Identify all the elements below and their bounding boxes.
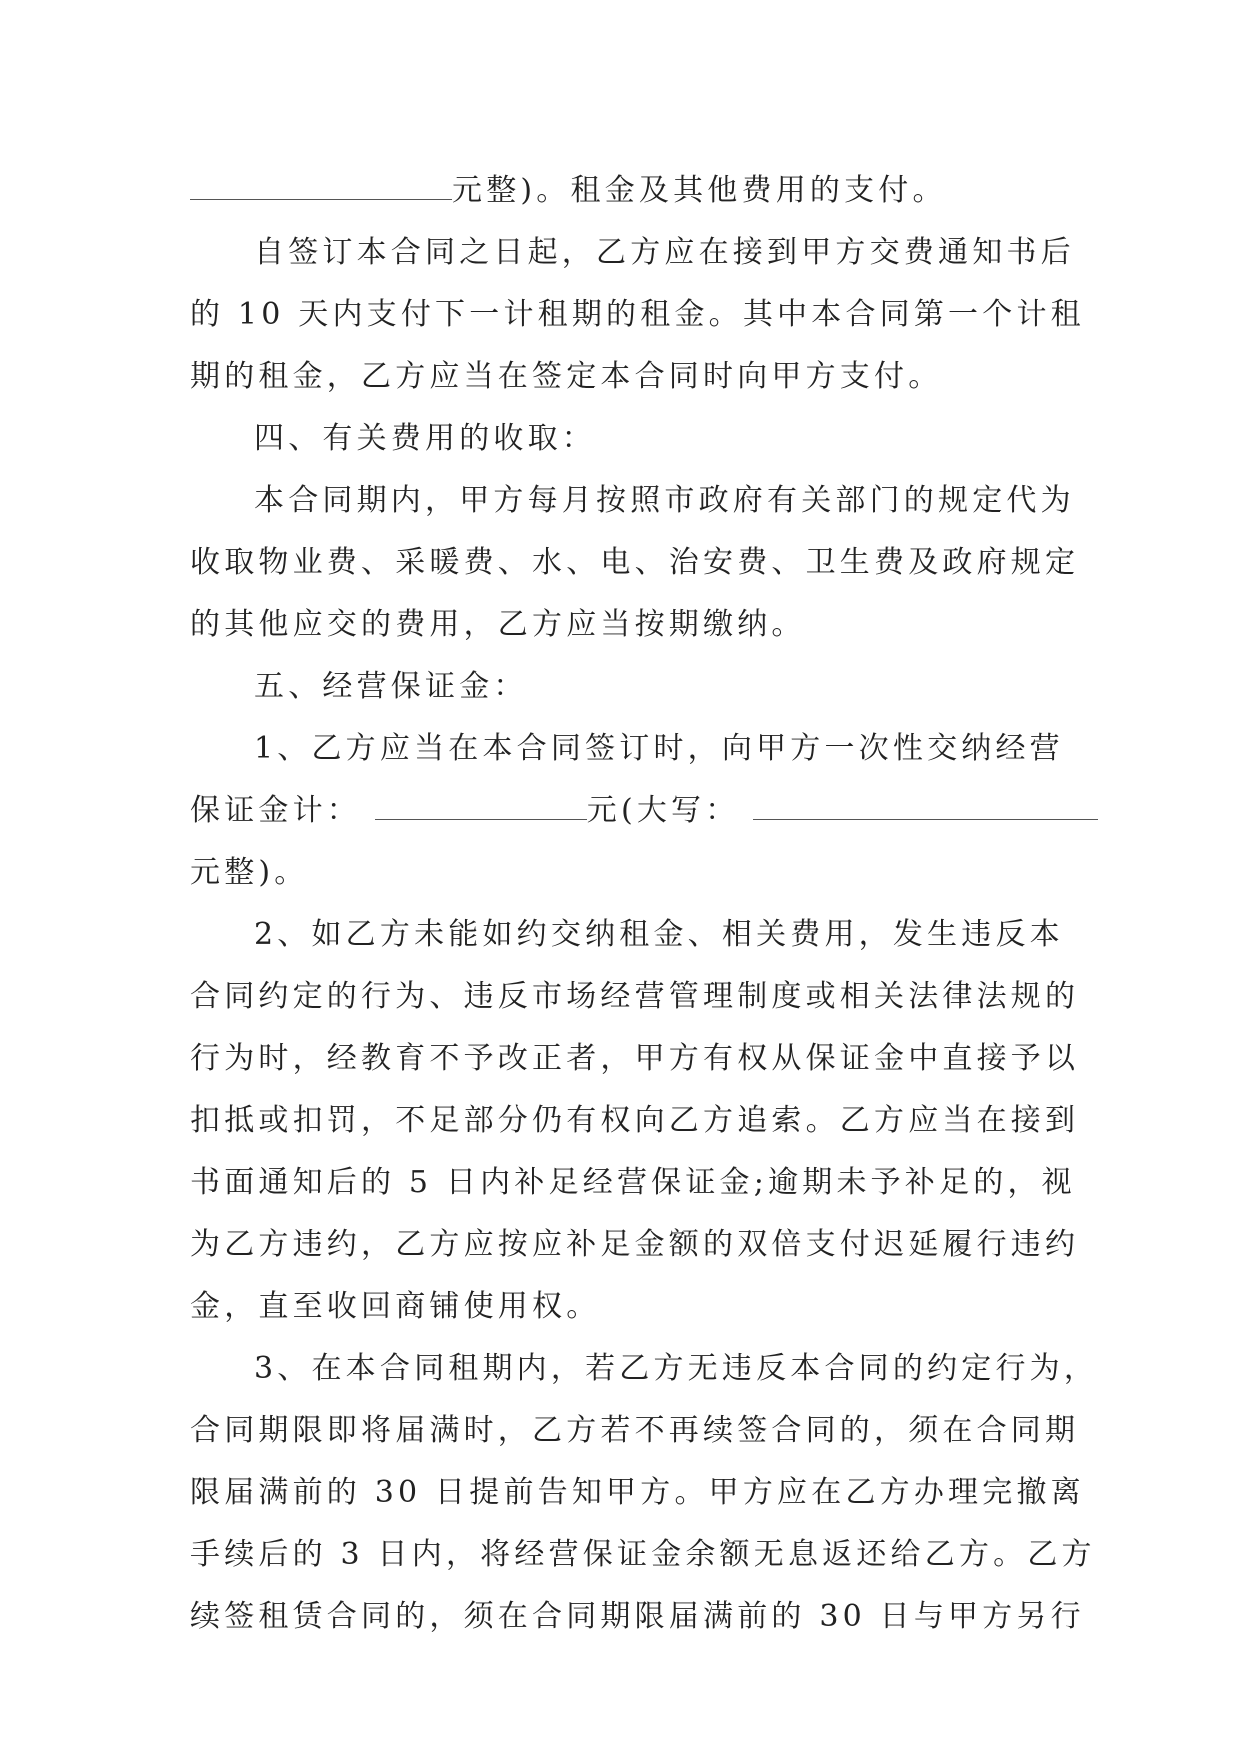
paragraph-start (190, 470, 1075, 532)
line-text: 为乙方违约，乙方应按应补足金额的双倍支付迟延履行违约 (190, 1227, 1080, 1262)
line-text: 元(大写： (586, 793, 740, 828)
text-line (190, 1152, 1076, 1214)
text-line (190, 966, 1080, 1028)
line-text: 扣抵或扣罚，不足部分仍有权向乙方追索。乙方应当在接到 (190, 1103, 1080, 1138)
line-text: 自签订本合同之日起，乙方应在接到甲方交费通知书后 (254, 235, 1075, 270)
line-text: 的其他应交的费用，乙方应当按期缴纳。 (190, 607, 806, 642)
paragraph-start (190, 222, 1075, 284)
line-text: 元整)。租金及其他费用的支付。 (452, 173, 947, 208)
section-heading (190, 656, 1060, 718)
paragraph-start (190, 904, 1064, 966)
line-text: 的 10 天内支付下一计租期的租金。其中本合同第一个计租 (190, 297, 1085, 332)
line-text: 行为时，经教育不予改正者，甲方有权从保证金中直接予以 (190, 1041, 1080, 1076)
line-text: 2、如乙方未能如约交纳租金、相关费用，发生违反本 (254, 917, 1064, 952)
line-text: 收取物业费、采暖费、水、电、治安费、卫生费及政府规定 (190, 545, 1080, 580)
line-text: 书面通知后的 5 日内补足经营保证金;逾期未予补足的，视 (190, 1165, 1076, 1200)
text-line (190, 594, 1060, 656)
text-line (190, 1586, 1085, 1648)
contract-body (190, 160, 1099, 1648)
text-line (190, 1028, 1080, 1090)
line-text: 保证金计： (190, 793, 361, 828)
paragraph-start (190, 718, 1064, 780)
line-text: 元整)。 (190, 855, 309, 890)
fill-in-blank (190, 165, 452, 200)
text-line (190, 160, 1060, 222)
line-text: 合同期限即将届满时，乙方若不再续签合同的，须在合同期 (190, 1413, 1080, 1448)
line-text: 续签租赁合同的，须在合同期限届满前的 30 日与甲方另行 (190, 1599, 1085, 1634)
text-line (190, 1090, 1080, 1152)
text-line (190, 1214, 1080, 1276)
line-text: 金，直至收回商铺使用权。 (190, 1289, 601, 1324)
fill-in-blank-amount (375, 785, 587, 820)
line-text: 手续后的 3 日内，将经营保证金余额无息返还给乙方。乙方 (190, 1537, 1096, 1572)
section-heading (190, 408, 1060, 470)
line-text: 期的租金，乙方应当在签定本合同时向甲方支付。 (190, 359, 943, 394)
line-text: 限届满前的 30 日提前告知甲方。甲方应在乙方办理完撤离 (190, 1475, 1085, 1510)
text-line (190, 346, 1060, 408)
text-line (190, 1276, 1060, 1338)
text-line (190, 1400, 1080, 1462)
paragraph-start (190, 1338, 1099, 1400)
text-line (190, 1462, 1085, 1524)
line-text: 合同约定的行为、违反市场经营管理制度或相关法律法规的 (190, 979, 1080, 1014)
text-line (190, 1524, 1096, 1586)
text-line (190, 842, 1060, 904)
text-line (190, 284, 1085, 346)
line-text: 1、乙方应当在本合同签订时，向甲方一次性交纳经营 (254, 731, 1064, 766)
fill-in-blank-amount-words (753, 785, 1098, 820)
line-text: 3、在本合同租期内，若乙方无违反本合同的约定行为， (254, 1351, 1099, 1386)
line-text: 本合同期内，甲方每月按照市政府有关部门的规定代为 (254, 483, 1075, 518)
text-line (190, 780, 1060, 842)
heading-text: 五、经营保证金： (254, 669, 528, 704)
text-line (190, 532, 1080, 594)
heading-text: 四、有关费用的收取： (254, 421, 596, 456)
